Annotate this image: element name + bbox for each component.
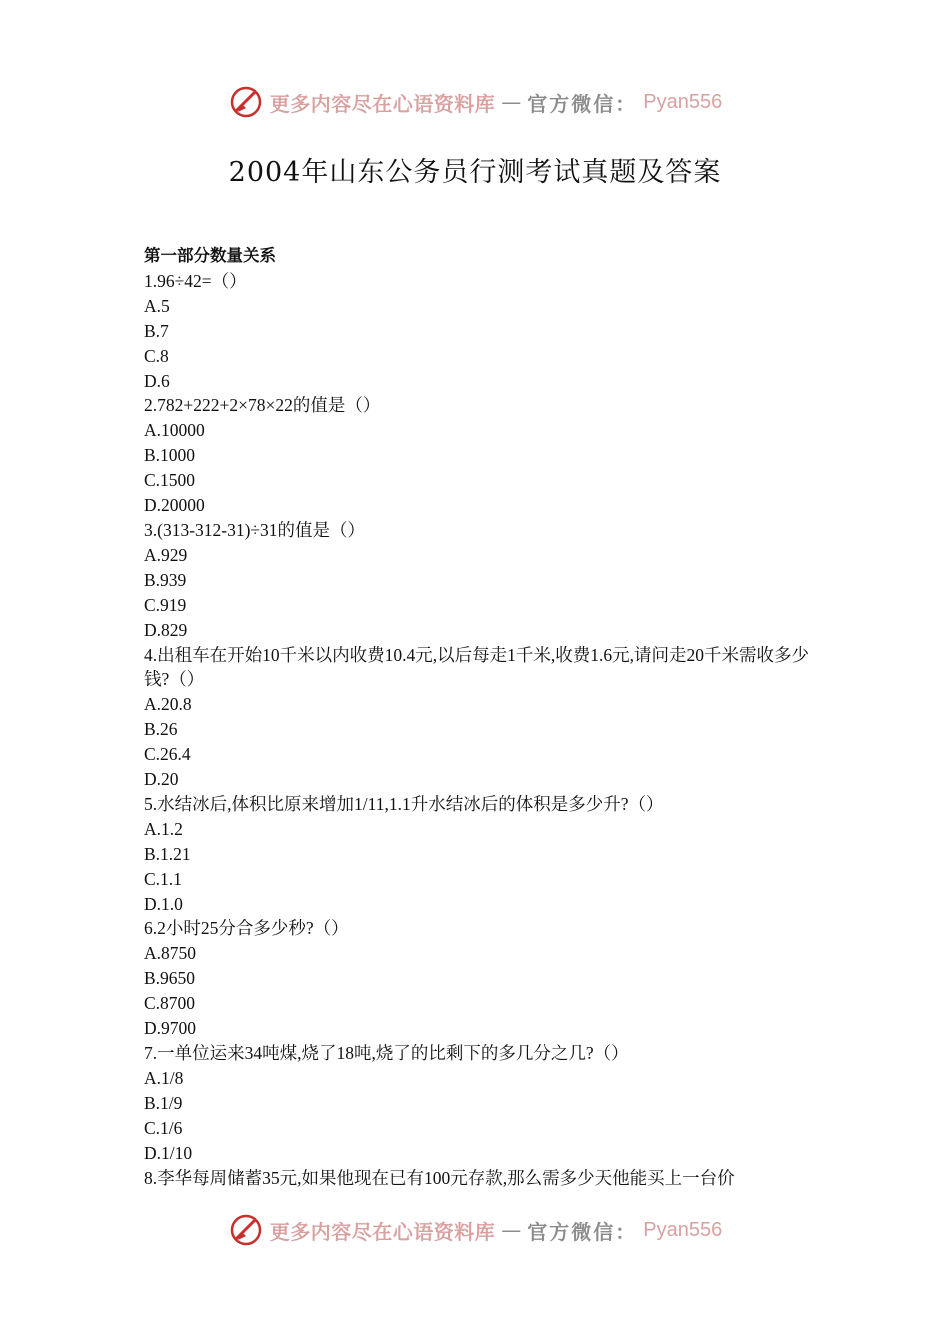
question-text: 5.水结冰后,体积比原来增加1/11,1.1升水结冰后的体积是多少升?（） <box>144 793 664 814</box>
answer-option: A.8750 <box>144 943 197 964</box>
answer-option: A.10000 <box>144 420 205 441</box>
question-text: 4.出租车在开始10千米以内收费10.4元,以后每走1千米,收费1.6元,请问走20千米需收多少钱?（） <box>144 644 809 690</box>
banner-wechat-id: Pyan556 <box>643 1218 723 1241</box>
page-title: 2004年山东公务员行测考试真题及答案 <box>228 157 722 188</box>
pen-logo-icon <box>228 1212 264 1248</box>
question-text: 6.2小时25分合多少秒?（） <box>144 918 349 939</box>
banner-separator: — <box>501 1218 522 1242</box>
answer-option: D.829 <box>144 619 188 640</box>
answer-option: B.26 <box>144 719 178 740</box>
banner-separator: — <box>501 90 522 114</box>
answer-option: A.5 <box>144 295 170 316</box>
section-heading: 第一部分数量关系 <box>144 246 276 265</box>
answer-option: B.7 <box>144 320 169 341</box>
banner-official-label: 官方微信： <box>527 1219 638 1244</box>
footer-banner <box>0 1210 950 1250</box>
question-text: 3.(313-312-31)÷31的值是（） <box>144 519 366 540</box>
answer-option: C.26.4 <box>144 744 191 765</box>
banner-wechat-id: Pyan556 <box>643 90 723 113</box>
answer-option: A.20.8 <box>144 694 192 715</box>
answer-option: D.20 <box>144 769 179 790</box>
answer-option: D.1.0 <box>144 893 183 914</box>
answer-option: D.1/10 <box>144 1142 193 1163</box>
question-list <box>144 269 814 1191</box>
answer-option: C.1.1 <box>144 868 182 889</box>
banner-official-label: 官方微信： <box>527 91 638 116</box>
answer-option: C.919 <box>144 594 187 615</box>
answer-option: B.9650 <box>144 968 196 989</box>
answer-option: D.6 <box>144 370 170 391</box>
question-text: 7.一单位运来34吨煤,烧了18吨,烧了的比剩下的多几分之几?（） <box>144 1043 629 1063</box>
question-text: 8.李华每周储蓄35元,如果他现在已有100元存款,那么需多少天他能买上一台价 <box>144 1167 735 1188</box>
document-body <box>144 244 814 1190</box>
header-banner <box>0 82 950 122</box>
answer-option: A.1/8 <box>144 1067 184 1088</box>
answer-option: D.20000 <box>144 495 205 516</box>
answer-option: A.929 <box>144 544 188 565</box>
banner-text: 更多内容尽在心语资料库 <box>269 1219 496 1244</box>
question-text: 1.96÷42=（） <box>144 270 247 291</box>
question-text: 2.782+222+2×78×22的值是（） <box>144 395 381 416</box>
answer-option: C.1500 <box>144 470 196 491</box>
answer-option: B.1/9 <box>144 1092 183 1113</box>
banner-text: 更多内容尽在心语资料库 <box>269 91 496 116</box>
answer-option: D.9700 <box>144 1018 197 1039</box>
answer-option: C.1/6 <box>144 1117 183 1138</box>
answer-option: A.1.2 <box>144 818 183 839</box>
answer-option: B.939 <box>144 569 187 590</box>
answer-option: B.1000 <box>144 445 196 466</box>
answer-option: C.8700 <box>144 993 196 1014</box>
answer-option: C.8 <box>144 345 169 366</box>
answer-option: B.1.21 <box>144 843 191 864</box>
pen-logo-icon <box>228 84 264 120</box>
